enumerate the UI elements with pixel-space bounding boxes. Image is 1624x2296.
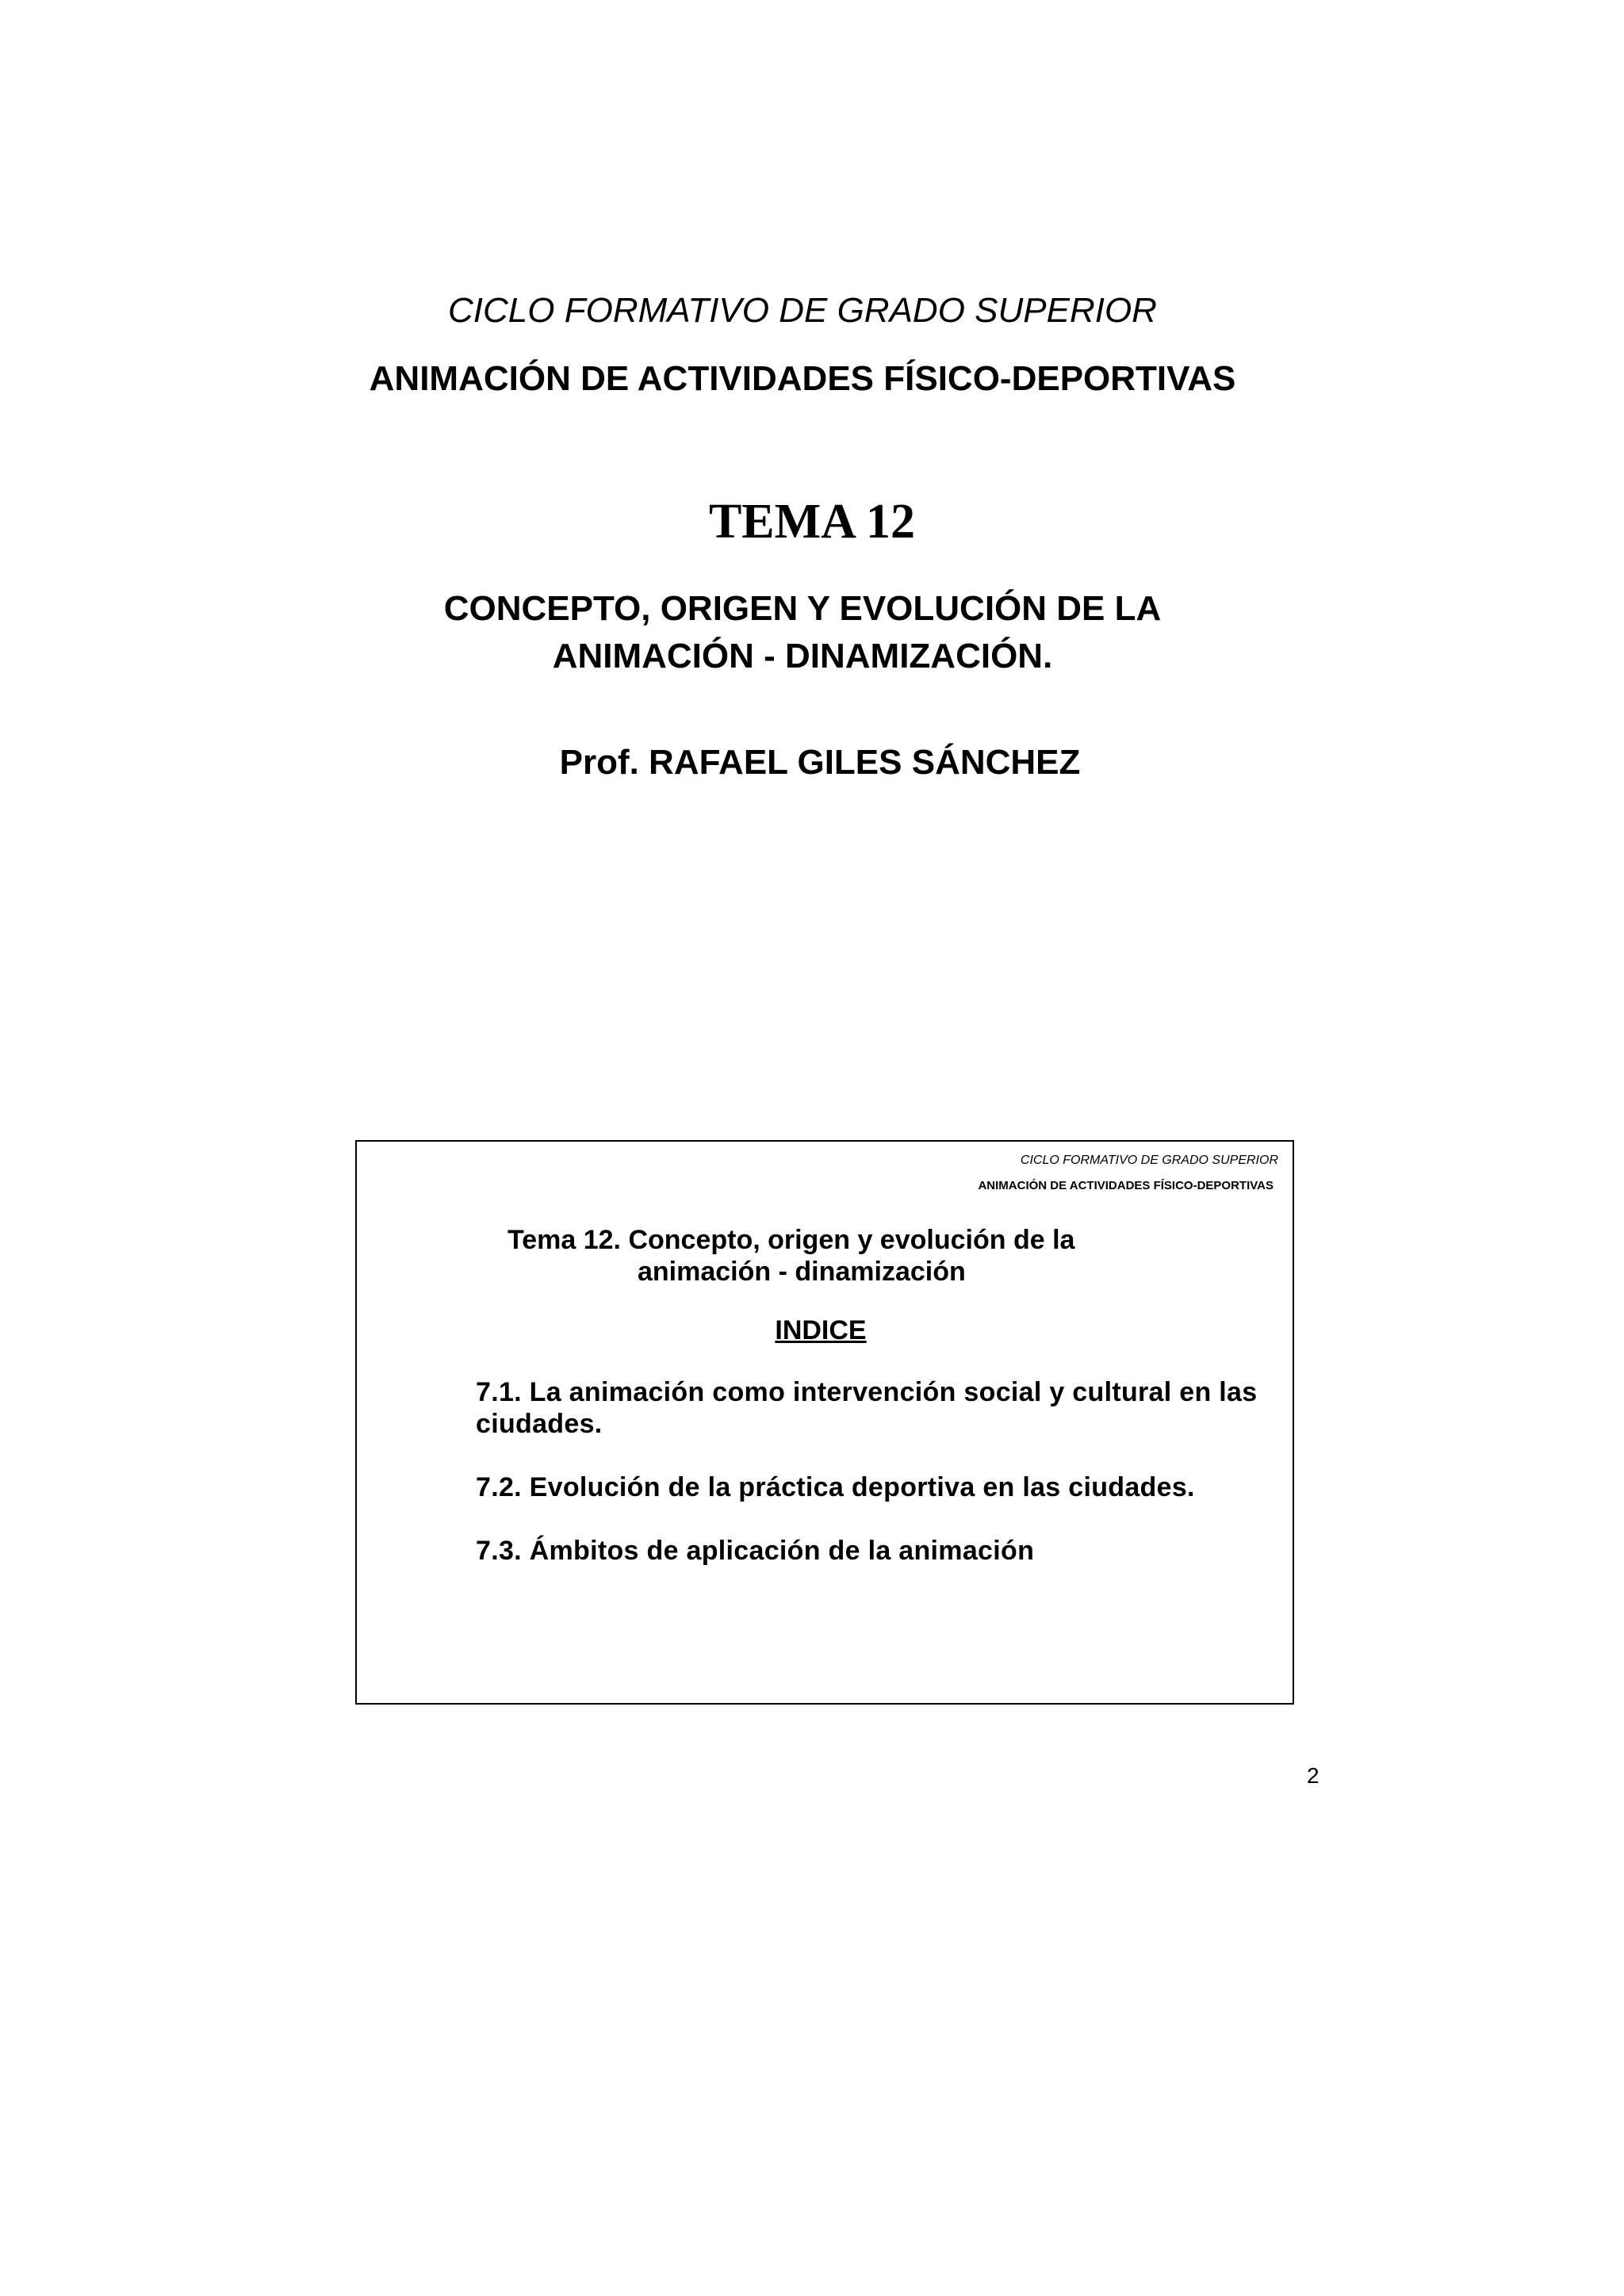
slide-title bbox=[508, 1224, 1075, 1288]
slide-thumbnail bbox=[355, 1140, 1294, 1705]
author-line: Prof. RAFAEL GILES SÁNCHEZ bbox=[559, 743, 1081, 782]
topic-title bbox=[0, 585, 1605, 680]
slide-header-course: ANIMACIÓN DE ACTIVIDADES FÍSICO-DEPORTIVAS bbox=[978, 1179, 1274, 1192]
topic-number: TEMA 12 bbox=[708, 495, 916, 549]
slide-title-line: Tema 12. Concepto, origen y evolución de la bbox=[508, 1225, 1075, 1255]
topic-title-line: ANIMACIÓN - DINAMIZACIÓN. bbox=[552, 637, 1053, 675]
index-item: 7.1. La animación como intervención social y cultural en las ciudades. bbox=[476, 1377, 1258, 1439]
page-number: 2 bbox=[1307, 1763, 1320, 1788]
slide-index-list bbox=[476, 1376, 1269, 1598]
slide-header-cycle: CICLO FORMATIVO DE GRADO SUPERIOR bbox=[1020, 1154, 1278, 1167]
course-cycle-heading: CICLO FORMATIVO DE GRADO SUPERIOR bbox=[448, 291, 1157, 330]
index-item: 7.2. Evolución de la práctica deportiva en las ciudades. bbox=[476, 1472, 1195, 1502]
slide-index-heading: INDICE bbox=[775, 1315, 867, 1345]
slide-title-line: animación - dinamización bbox=[638, 1257, 966, 1287]
course-name-heading: ANIMACIÓN DE ACTIVIDADES FÍSICO-DEPORTIVAS bbox=[369, 359, 1236, 398]
topic-title-line: CONCEPTO, ORIGEN Y EVOLUCIÓN DE LA bbox=[443, 589, 1162, 628]
index-item: 7.3. Ámbitos de aplicación de la animación bbox=[476, 1536, 1035, 1566]
